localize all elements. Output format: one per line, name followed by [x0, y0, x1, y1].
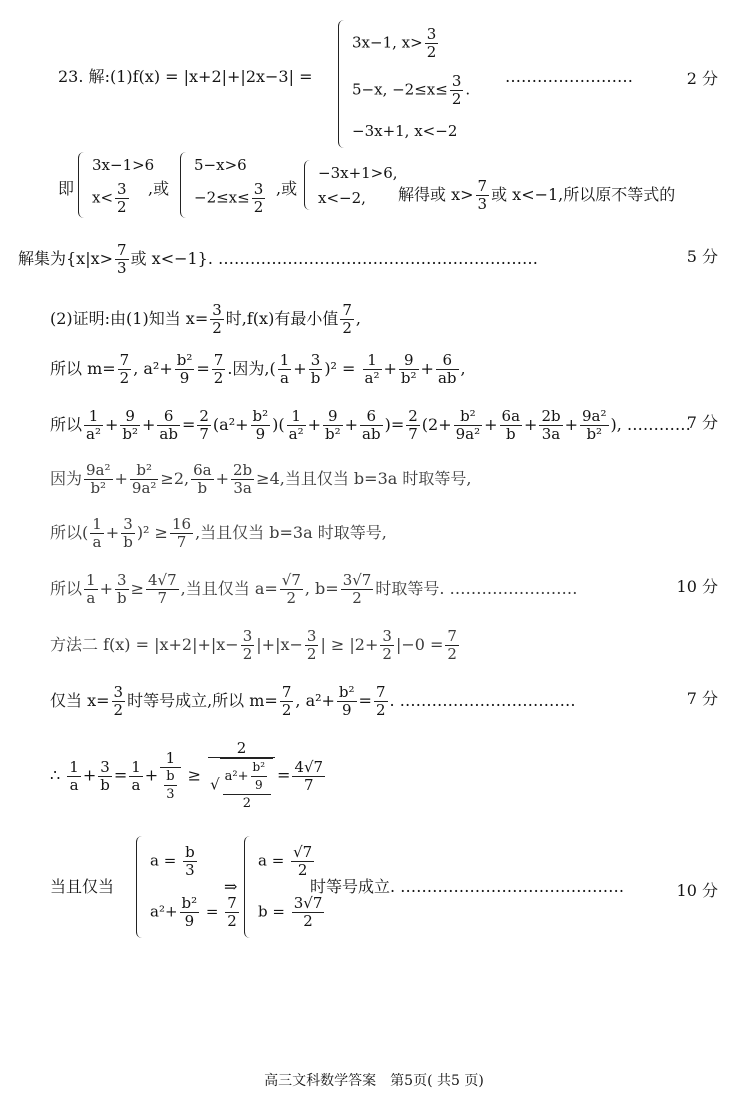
solution-mark: 解: [88, 67, 105, 86]
sys4-row2: a²+ $\frac{\text{b²}}{9}$ = $\frac{7}{2}$: [150, 894, 237, 930]
part2-line5: 所以( $\frac{1}{a}$ + $\frac{3}{b}$ )² ≥ $\frac{16}{7}$ ,当且仅当 b=3a 时取等号,: [50, 515, 387, 551]
solution-text: 解得或 x> $\frac{7}{3}$ 或 x<−1,所以原不等式的: [398, 177, 676, 213]
sys3-row2: x<−2,: [318, 188, 366, 207]
system-1: [78, 152, 154, 218]
method2-line2: 仅当 x= $\frac{3}{2}$ 时等号成立,所以 m= $\frac{7}{2}$ , a²+ $\frac{\text{b²}}{9}$ = $\frac{7}{2}$ . ……………………………: [50, 683, 576, 719]
part-1-label: (1): [109, 67, 133, 86]
score-5: 5 分: [686, 247, 718, 266]
system-2: [180, 152, 267, 218]
part2-line6: 所以 $\frac{1}{a}$ + $\frac{3}{b}$ ≥ $\frac{4√7}{7}$ ,当且仅当 a= $\frac{√7}{2}$ , b= $\frac{3√7}{2}$ 时取等号. ……………………: [50, 571, 578, 607]
score-2: 2 分: [686, 69, 718, 88]
score-10a: 10 分: [676, 577, 718, 596]
sys4-row1: a = $\frac{b}{3}$: [150, 843, 195, 879]
sys2-row1: 5−x>6: [194, 156, 247, 175]
method2-line1: 方法二 f(x) = |x+2|+|x− $\frac{3}{2}$ |+|x− $\frac{3}{2}$ | ≥ |2+ $\frac{3}{2}$ |−0 = $\frac{7}{2}$: [50, 627, 457, 663]
solution-set-line: 解集为{x|x> $\frac{7}{3}$ 或 x<−1}. ……………………………………………………: [18, 241, 539, 277]
f-definition: f(x) = |x+2|+|2x−3| =: [132, 67, 313, 86]
implies-arrow: ⇒: [224, 877, 238, 896]
sys2-row2: −2≤x≤ $\frac{3}{2}$: [194, 179, 264, 216]
left-brace: [338, 20, 348, 148]
part2-line1: (2)证明:由(1)知当 x= $\frac{3}{2}$ 时,f(x)有最小值 $\frac{7}{2}$ ,: [50, 301, 361, 337]
sys3-row1: −3x+1>6,: [318, 163, 398, 182]
score-7a: 7 分: [686, 413, 718, 432]
piece-row-1: 3x−1, x> $\frac{3}{2}$: [352, 25, 437, 61]
method2-line3: ∴ $\frac{1}{a}$ + $\frac{3}{b}$ = $\frac{1}{a}$ + $\frac{1}{\frac{b}{3}}$ ≥ 2 √ a²+ $\frac{\text{b²}}{9}$ 2 = $\frac{4√7}{7}$: [50, 739, 324, 811]
score-7b: 7 分: [686, 689, 718, 708]
method2-line4-tail: 时等号成立. ……………………………………: [310, 877, 625, 896]
page-footer: 高三文科数学答案 第5页( 共5 页): [264, 1073, 484, 1089]
score-10b: 10 分: [676, 881, 718, 900]
system-3: [304, 160, 398, 210]
part2-line4: 因为 $\frac{\text{9a²}}{\text{b²}}$ + $\frac{\text{b²}}{\text{9a²}}$ ≥2, $\frac{6a}{b}$ + $\frac{2b}{3a}$ ≥4,当且仅当 b=3a 时取等号,: [50, 461, 472, 497]
piecewise-system: [338, 20, 470, 148]
problem-23-line: 23. 解:(1)f(x) = |x+2|+|2x−3| =: [58, 67, 313, 86]
sys5-row1: a = $\frac{√7}{2}$: [258, 843, 313, 879]
sys1-row1: 3x−1>6: [92, 156, 155, 175]
or-2: ,或: [276, 179, 298, 198]
sys5-row2: b = $\frac{3√7}{2}$: [258, 894, 323, 930]
dot-leader: ……………………: [505, 67, 633, 86]
part2-line3: 所以 $\frac{1}{\text{a²}}$ + $\frac{9}{\text{b²}}$ + $\frac{6}{ab}$ = $\frac{2}{7}$ (a²+ $\frac{\text{b²}}{9}$ )( $\frac{1}{\text{a²}}$ + $\frac{9}{\text{b²}}$ + $\frac{6}{ab}$ )= $\frac{2}{7}$ (2+ $\frac{\text{b²}}{\text{9a²}}$ + $\frac{6a}{b}$ + $\frac{2b}{3a}$ + $\frac{\text{9a²}}{\text{b²}}$ ), …………: [50, 407, 691, 443]
piece-row-2: 5−x, −2≤x≤ $\frac{3}{2}$ .: [352, 72, 471, 108]
sys1-row2: x< $\frac{3}{2}$: [92, 179, 127, 216]
problem-number: 23.: [58, 67, 84, 86]
or-1: ,或: [148, 179, 170, 198]
piece-row-3: −3x+1, x<−2: [352, 122, 458, 140]
part2-line2: 所以 m= $\frac{7}{2}$ , a²+ $\frac{\text{b²}}{9}$ = $\frac{7}{2}$ .因为,( $\frac{1}{a}$ + $\frac{3}{b}$ )² = $\frac{1}{\text{a²}}$ + $\frac{9}{\text{b²}}$ + $\frac{6}{ab}$ ,: [50, 351, 466, 387]
method2-line4-label: 当且仅当: [50, 877, 115, 896]
ji-label: 即: [58, 179, 75, 198]
